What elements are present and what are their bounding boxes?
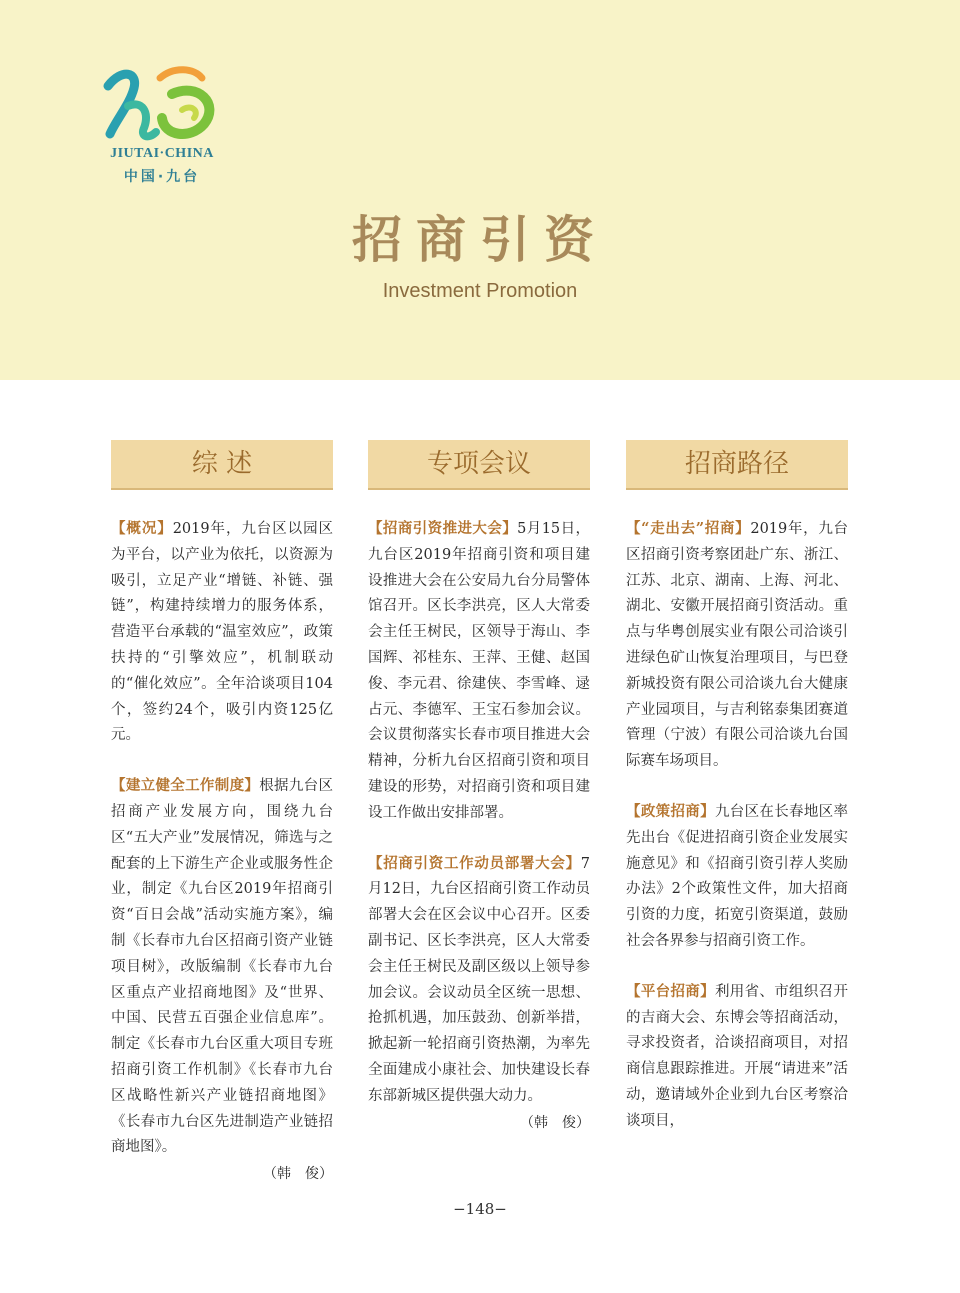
paragraph-tag: 【平台招商】 xyxy=(626,982,715,1000)
paragraph-overview xyxy=(111,516,333,749)
paragraph-tag: 【政策招商】 xyxy=(626,802,715,820)
paragraph-text: 5月15日，九台区2019年招商引资和项目建设推进大会在公安局九台分局警体馆召开。区长李洪亮，区人大常委会主任王树民，区领导于海山、李国辉、祁桂东、王萍、王健、赵国俊、李元君、徐建侠、李雪峰、逯占元、李德军、王宝石参加会议。会议贯彻落实长春市项目推进大会精神，分析九台区招商引资和项目建设的形势，对招商引资和项目建设工作做出安排部署。 xyxy=(368,521,590,821)
paragraph-tag: 【“走出去”招商】 xyxy=(626,520,751,537)
paragraph-going-out xyxy=(626,516,848,775)
paragraph-work-system xyxy=(111,773,333,1161)
paragraph-platform xyxy=(626,979,848,1135)
page-number: −148− xyxy=(453,1200,507,1218)
paragraph-text: 根据九台区招商产业发展方向，围绕九台区“五大产业”发展情况，筛选与之配套的上下游生产企业或服务性企业，制定《九台区2019年招商引资“百日会战”活动实施方案》，编制《长春市九台区招商引资产业链项目树》，改版编制《长春市九台区重点产业招商地图》及“世界、中国、民营五百强企业信息库”。制定《长春市九台区重大项目专班招商引资工作机制》《长春市九台区战略性新兴产业链招商地图》《长春市九台区先进制造产业链招商地图》。 xyxy=(111,778,334,1156)
section-heading-meetings: 专项会议 xyxy=(368,440,590,490)
paragraph-text: 7月12日，九台区招商引资工作动员部署大会在区会议中心召开。区委副书记、区长李洪亮，区人大常委会主任王树民及副区级以上领导参加会议。会议动员全区统一思想、抢抓机遇，加压鼓劲、创新举措，掀起新一轮招商引资热潮，为率先全面建成小康社会、加快建设长春东部新城区提供强大动力。 xyxy=(368,855,590,1104)
author-credit: （韩 俊） xyxy=(263,1166,333,1183)
paragraph-text: 九台区在长春地区率先出台《促进招商引资企业发展实施意见》和《招商引资引荐人奖励办法》2个政策性文件，加大招商引资的力度，拓宽引资渠道，鼓励社会各界参与招商引资工作。 xyxy=(626,803,849,949)
column-meetings xyxy=(368,440,590,1134)
logo-text-cn: 中国·九台 xyxy=(123,169,201,185)
jiutai-logo xyxy=(92,60,232,190)
logo-text-en: JIUTAI·CHINA xyxy=(110,146,214,161)
author-credit: （韩 俊） xyxy=(520,1114,590,1131)
paragraph-text: 利用省、市组织召开的吉商大会、东博会等招商活动，寻求投资者，洽谈招商项目，对招商信息跟踪推进。开展“请进来”活动，邀请域外企业到九台区考察洽谈项目， xyxy=(626,983,849,1129)
paragraph-promotion-conference xyxy=(368,516,590,827)
jiutai-logo-mark-icon xyxy=(98,60,226,144)
column-overview xyxy=(111,440,333,1185)
column-paths xyxy=(626,440,848,1159)
paragraph-mobilization-meeting xyxy=(368,851,590,1110)
page-subtitle: Investment Promotion xyxy=(382,280,578,302)
page-title: 招商引资 xyxy=(352,210,608,269)
paragraph-text: 2019年，九台区招商引资考察团赴广东、浙江、江苏、北京、湖南、上海、河北、湖北、安徽开展招商引资活动。重点与华粤创展实业有限公司洽谈引进绿色矿山恢复治理项目，与巴登新城投资有限公司洽谈九台大健康产业园项目，与吉利铭泰集团赛道管理（宁波）有限公司洽谈九台国际赛车场项目。 xyxy=(626,521,849,770)
paragraph-tag: 【招商引资推进大会】 xyxy=(368,520,518,537)
header-band xyxy=(0,0,960,380)
paragraph-text: 2019年，九台区以园区为平台，以产业为依托，以资源为吸引，立足产业“增链、补链、强链”，构建持续增力的服务体系，营造平台承载的“温室效应”，政策扶持的“引擎效应”，机制联动的“催化效应”。全年洽谈项目104个，签约24个，吸引内资125亿元。 xyxy=(111,521,333,744)
section-heading-paths: 招商路径 xyxy=(626,440,848,490)
paragraph-policy xyxy=(626,799,848,955)
paragraph-tag: 【概况】 xyxy=(111,520,173,537)
section-heading-overview: 综 述 xyxy=(111,440,333,490)
paragraph-tag: 【招商引资工作动员部署大会】 xyxy=(368,854,581,872)
paragraph-tag: 【建立健全工作制度】 xyxy=(111,777,260,795)
